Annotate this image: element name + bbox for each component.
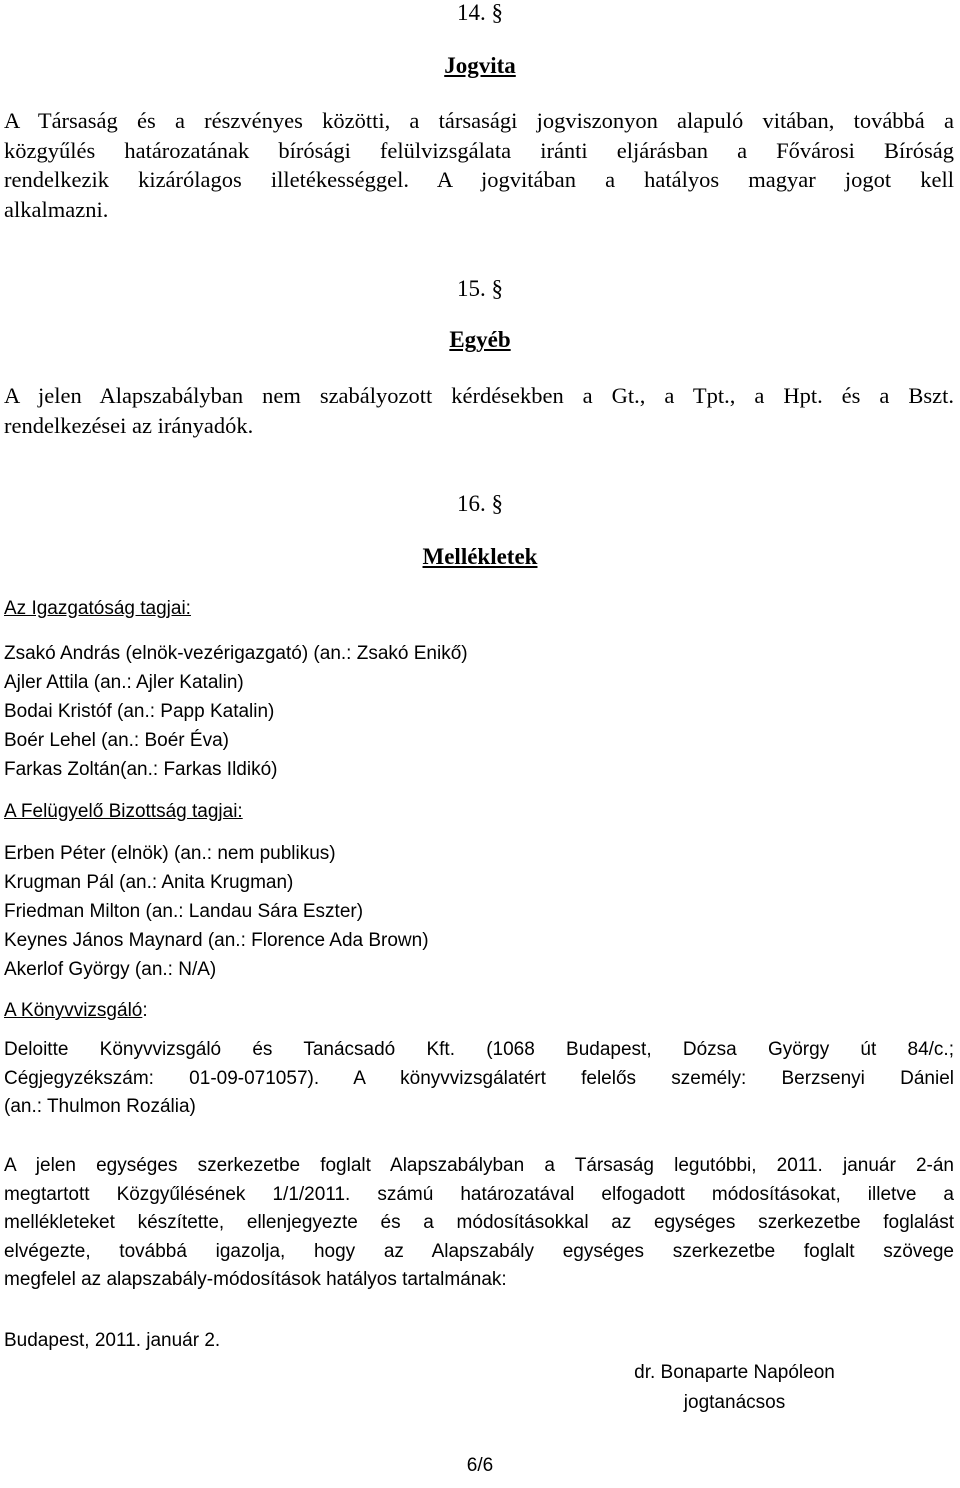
closing-paragraph: [4, 1152, 954, 1295]
signature-block: [612, 1358, 857, 1418]
paragraph-line: A Társaság és a részvényes közötti, a társasági jogviszonyon alapuló vitában, továbbá a: [4, 108, 954, 133]
supervisory-member: Krugman Pál (an.: Anita Krugman): [4, 872, 294, 893]
supervisory-member: Keynes János Maynard (an.: Florence Ada Brown): [4, 930, 429, 951]
board-member: Boér Lehel (an.: Boér Éva): [4, 730, 229, 751]
auditor-heading-text: A Könyvvizsgáló: [4, 1000, 143, 1021]
signature-role: jogtanácsos: [683, 1392, 786, 1413]
paragraph-line: (an.: Thulmon Rozália): [4, 1096, 196, 1118]
paragraph-line: alkalmazni.: [4, 196, 109, 222]
section-15-paragraph: [4, 381, 954, 440]
paragraph-line: elvégezte, továbbá igazolja, hogy az Alapszabály egységes szerkezetbe foglalt szövege: [4, 1240, 954, 1262]
paragraph-line: Cégjegyzékszám: 01-09-071057). A könyvvizsgálatért felelős személy: Berzsenyi Dániel: [4, 1067, 954, 1089]
section-14-paragraph: [4, 106, 954, 224]
board-member: Farkas Zoltán(an.: Farkas Ildikó): [4, 759, 278, 780]
board-heading: Az Igazgatóság tagjai:: [4, 598, 191, 619]
paragraph-line: rendelkezései az irányadók.: [4, 412, 254, 438]
section-14-title: Jogvita: [444, 53, 516, 78]
auditor-heading: [4, 1000, 148, 1022]
section-16-number: 16. §: [457, 491, 503, 516]
section-15-title: Egyéb: [449, 327, 511, 352]
signature-name: dr. Bonaparte Napóleon: [634, 1362, 835, 1383]
supervisory-member: Erben Péter (elnök) (an.: nem publikus): [4, 843, 336, 864]
auditor-heading-colon: :: [142, 1000, 148, 1021]
board-member: Ajler Attila (an.: Ajler Katalin): [4, 672, 244, 693]
page-number: 6/6: [466, 1455, 494, 1476]
paragraph-line: A jelen Alapszabályban nem szabályozott kérdésekben a Gt., a Tpt., a Hpt. és a Bszt.: [4, 383, 954, 408]
paragraph-line: rendelkezik kizárólagos illetékességgel. A jogvitában a hatályos magyar jogot kell: [4, 167, 954, 192]
paragraph-line: megtartott Közgyűlésének 1/1/2011. számú határozatával elfogadott módosításokat, illetve a: [4, 1183, 954, 1205]
supervisory-member: Friedman Milton (an.: Landau Sára Eszter): [4, 901, 364, 922]
paragraph-line: közgyűlés határozatának bírósági felülvizsgálata iránti eljárásban a Fővárosi Bíróság: [4, 137, 954, 163]
paragraph-line: mellékleteket készítette, ellenjegyezte és a módosításokkal az egységes szerkezetbe foglalást: [4, 1212, 954, 1234]
section-16-title: Mellékletek: [422, 544, 538, 569]
supervisory-heading: A Felügyelő Bizottság tagjai:: [4, 801, 243, 822]
section-15-number: 15. §: [457, 276, 503, 301]
place-date: Budapest, 2011. január 2.: [4, 1330, 221, 1351]
board-member: Zsakó András (elnök-vezérigazgató) (an.: Zsakó Enikő): [4, 643, 468, 664]
paragraph-line: megfelel az alapszabály-módosítások hatályos tartalmának:: [4, 1269, 507, 1291]
section-14-number: 14. §: [457, 0, 503, 25]
board-member: Bodai Kristóf (an.: Papp Katalin): [4, 701, 275, 722]
paragraph-line: Deloitte Könyvvizsgáló és Tanácsadó Kft. (1068 Budapest, Dózsa György út 84/c.;: [4, 1039, 954, 1060]
supervisory-member: Akerlof György (an.: N/A): [4, 959, 217, 980]
paragraph-line: A jelen egységes szerkezetbe foglalt Alapszabályban a Társaság legutóbbi, 2011. január 2-án: [4, 1155, 954, 1176]
auditor-paragraph: [4, 1036, 954, 1122]
